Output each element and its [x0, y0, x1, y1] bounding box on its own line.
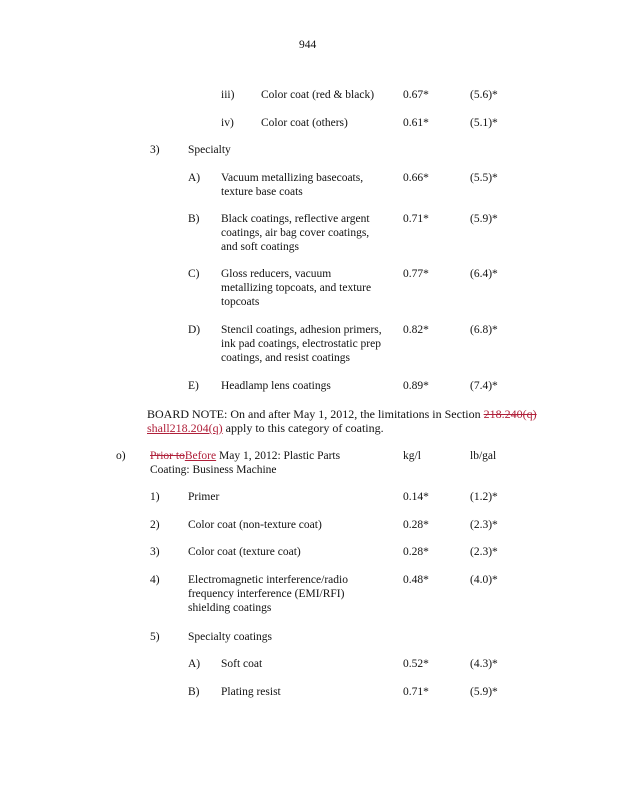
- inserted-text: Before: [184, 450, 217, 462]
- row-marker: iv): [221, 117, 234, 129]
- value-lbgal: (5.9)*: [470, 213, 498, 225]
- row-marker: B): [188, 686, 200, 698]
- row-label-line: Stencil coatings, adhesion primers,: [221, 324, 382, 336]
- row-label-line: Electromagnetic interference/radio: [188, 574, 348, 586]
- value-kgl: 0.71*: [403, 686, 429, 698]
- row-label-line: Vacuum metallizing basecoats,: [221, 172, 364, 184]
- value-lbgal: (5.1)*: [470, 117, 498, 129]
- value-kgl: 0.71*: [403, 213, 429, 225]
- row-label-line: and soft coatings: [221, 241, 299, 253]
- value-lbgal: (2.3)*: [470, 546, 498, 558]
- row-marker: 4): [150, 574, 160, 586]
- value-kgl: 0.28*: [403, 546, 429, 558]
- value-kgl: 0.14*: [403, 491, 429, 503]
- row-label-line: topcoats: [221, 296, 260, 308]
- board-note-text: BOARD NOTE: On and after May 1, 2012, the limitations in Section: [147, 407, 484, 421]
- row-marker: 1): [150, 491, 160, 503]
- deleted-text: 218.240(q): [483, 407, 537, 421]
- section-marker: 3): [150, 144, 160, 156]
- row-marker: iii): [221, 89, 235, 101]
- column-header-lbgal: lb/gal: [470, 450, 497, 462]
- column-header-kgl: kg/l: [403, 450, 421, 462]
- value-kgl: 0.66*: [403, 172, 429, 184]
- value-kgl: 0.28*: [403, 519, 429, 531]
- section-marker: o): [116, 450, 126, 462]
- section-marker: 5): [150, 631, 160, 643]
- row-label-line: ink pad coatings, electrostatic prep: [221, 338, 381, 350]
- row-marker: 3): [150, 546, 160, 558]
- row-marker: E): [188, 380, 199, 392]
- row-marker: C): [188, 268, 200, 280]
- row-label-line: Color coat (texture coat): [188, 546, 301, 558]
- section-heading: Specialty coatings: [188, 631, 272, 643]
- value-kgl: 0.82*: [403, 324, 429, 336]
- value-kgl: 0.67*: [403, 89, 429, 101]
- value-kgl: 0.89*: [403, 380, 429, 392]
- row-label-line: texture base coats: [221, 186, 303, 198]
- value-lbgal: (2.3)*: [470, 519, 498, 531]
- board-note: [147, 407, 557, 435]
- value-lbgal: (6.8)*: [470, 324, 498, 336]
- value-lbgal: (1.2)*: [470, 491, 498, 503]
- section-heading: Specialty: [188, 144, 231, 156]
- page-number: 944: [299, 39, 317, 51]
- value-lbgal: (5.9)*: [470, 686, 498, 698]
- row-marker: B): [188, 213, 200, 225]
- row-label-line: coatings, air bag cover coatings,: [221, 227, 370, 239]
- value-lbgal: (7.4)*: [470, 380, 498, 392]
- section-title: [150, 449, 340, 463]
- value-lbgal: (4.0)*: [470, 574, 498, 586]
- row-label-line: Black coatings, reflective argent: [221, 213, 370, 225]
- row-label-line: coatings, and resist coatings: [221, 352, 351, 364]
- row-label-line: Soft coat: [221, 658, 263, 670]
- row-label-line: shielding coatings: [188, 602, 272, 614]
- row-label-line: Gloss reducers, vacuum: [221, 268, 332, 280]
- value-lbgal: (5.6)*: [470, 89, 498, 101]
- value-kgl: 0.48*: [403, 574, 429, 586]
- row-marker: A): [188, 172, 201, 184]
- value-lbgal: (4.3)*: [470, 658, 498, 670]
- row-label-line: Headlamp lens coatings: [221, 380, 331, 392]
- row-label-line: frequency interference (EMI/RFI): [188, 588, 345, 600]
- row-label-line: metallizing topcoats, and texture: [221, 282, 372, 294]
- row-marker: A): [188, 658, 201, 670]
- value-kgl: 0.61*: [403, 117, 429, 129]
- row-label-line: Color coat (non-texture coat): [188, 519, 322, 531]
- row-label: Color coat (red & black): [261, 89, 375, 101]
- section-title-text: May 1, 2012: Plastic Parts: [216, 450, 341, 462]
- row-label-line: Plating resist: [221, 686, 281, 698]
- row-label: Color coat (others): [261, 117, 348, 129]
- value-kgl: 0.77*: [403, 268, 429, 280]
- value-lbgal: (5.5)*: [470, 172, 498, 184]
- row-marker: 2): [150, 519, 160, 531]
- inserted-text: 218.204(q): [169, 421, 223, 435]
- deleted-text: Prior to: [150, 450, 185, 462]
- row-label-line: Primer: [188, 491, 220, 503]
- value-kgl: 0.52*: [403, 658, 429, 670]
- row-marker: D): [188, 324, 201, 336]
- inserted-text: shall: [147, 421, 170, 435]
- value-lbgal: (6.4)*: [470, 268, 498, 280]
- board-note-text: apply to this category of coating.: [222, 421, 384, 435]
- section-title-line2: Coating: Business Machine: [150, 464, 277, 476]
